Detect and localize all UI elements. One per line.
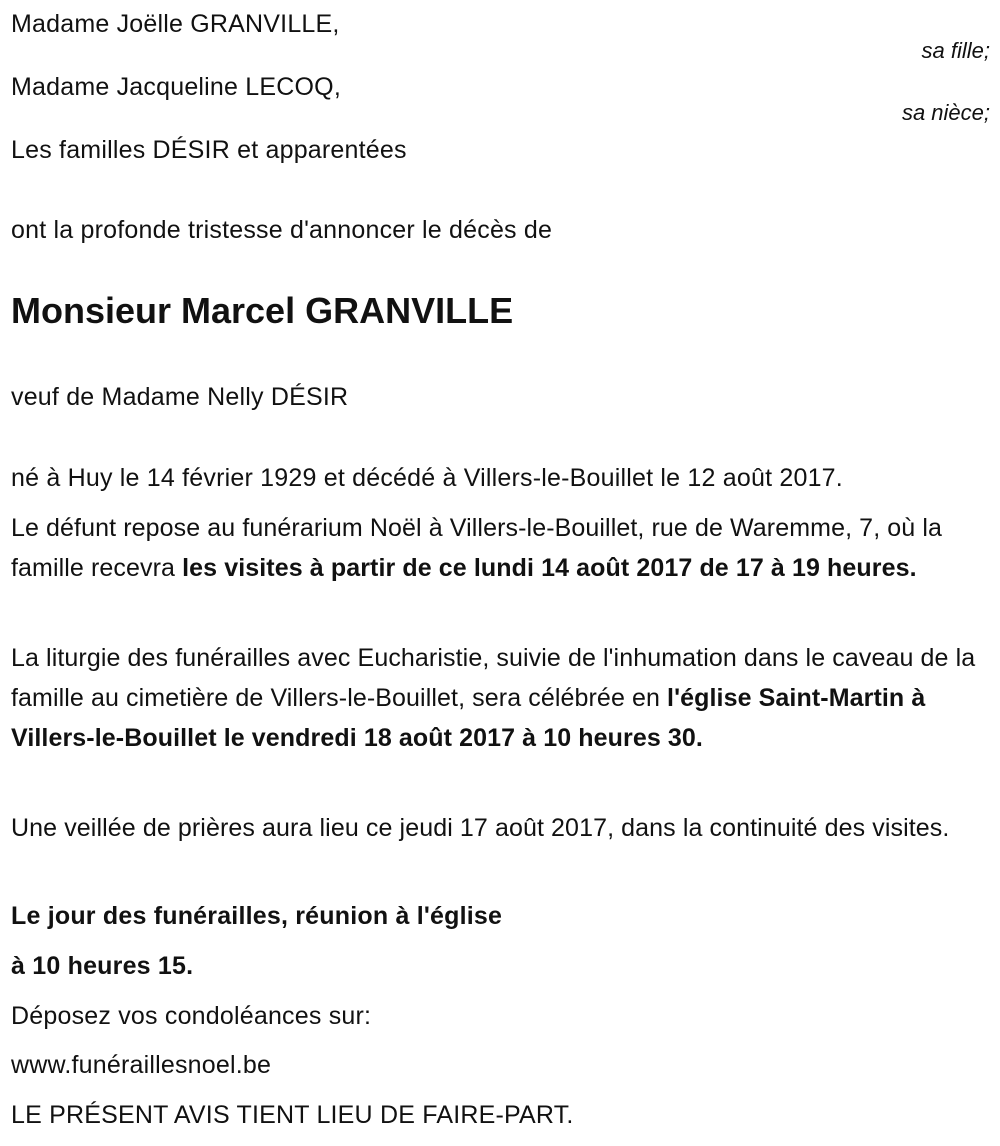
condolences-label: Déposez vos condoléances sur:: [11, 1002, 372, 1030]
notice-text: LE PRÉSENT AVIS TIENT LIEU DE FAIRE-PART.: [11, 1101, 574, 1129]
widower-of: veuf de Madame Nelly DÉSIR: [11, 383, 349, 411]
vigil-paragraph: Une veillée de prières aura lieu ce jeudi 17 août 2017, dans la continuité des visites.: [11, 814, 950, 842]
visits-bold: les visites à partir de ce lundi 14 août 2017 de 17 à 19 heures.: [182, 554, 917, 582]
birth-death: né à Huy le 14 février 1929 et décédé à Villers-le-Bouillet le 12 août 2017.: [11, 464, 843, 492]
family-relation-2: sa nièce;: [901, 100, 990, 125]
family-member-3: Les familles DÉSIR et apparentées: [11, 136, 407, 164]
meeting-line-2: à 10 heures 15.: [11, 952, 194, 980]
condolences-website-link[interactable]: www.funéraillesnoel.be: [11, 1051, 272, 1079]
liturgy-paragraph: [11, 638, 986, 758]
deceased-name: Monsieur Marcel GRANVILLE: [11, 290, 514, 331]
family-member-1: Madame Joëlle GRANVILLE,: [11, 10, 340, 38]
family-relation-1: sa fille;: [921, 38, 990, 63]
liturgy-text: La liturgie des funérailles avec Eucharistie, suivie de l'inhumation dans le caveau de la famille au cimetière de Villers-le-Bouillet, sera célébrée en: [11, 644, 976, 712]
meeting-line-1: Le jour des funérailles, réunion à l'église: [11, 902, 503, 930]
visits-paragraph: [11, 508, 986, 588]
family-member-2: Madame Jacqueline LECOQ,: [11, 73, 341, 101]
announcement-text: ont la profonde tristesse d'annoncer le décès de: [11, 216, 553, 244]
visits-text: Le défunt repose au funérarium Noël à Villers-le-Bouillet, rue de Waremme, 7, où la famille recevra: [11, 514, 942, 582]
liturgy-bold: l'église Saint-Martin à Villers-le-Bouillet le vendredi 18 août 2017 à 10 heures 30.: [11, 684, 926, 752]
